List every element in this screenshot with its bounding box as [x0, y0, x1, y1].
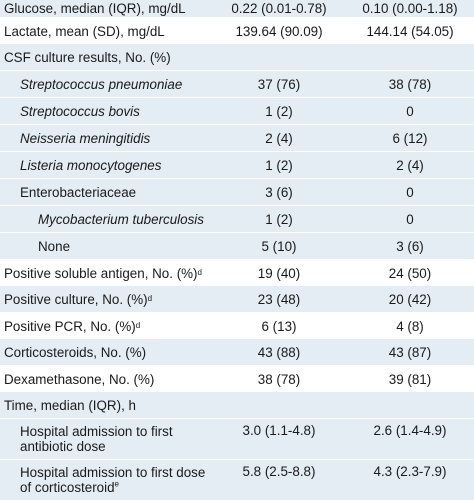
value-group-1: 5 (10) [261, 238, 297, 254]
value-group-1: 3 (6) [265, 184, 293, 200]
value-group-1: 0.22 (0.01-0.78) [231, 1, 327, 16]
row-label: Positive soluble antigen, No. (%) d [4, 265, 202, 281]
row-label: Positive PCR, No. (%) d [4, 318, 141, 334]
row-label: Lactate, mean (SD), mg/dL [4, 23, 165, 39]
footnote-marker: e [114, 479, 119, 489]
value-group-1: 3.0 (1.1-4.8) [242, 423, 316, 438]
table-row-m-tuberculosis [0, 206, 474, 233]
table-row-time [0, 392, 474, 419]
table-row-l-monocytogenes [0, 152, 474, 179]
row-label: Glucose, median (IQR), mg/dL [4, 1, 186, 16]
row-label: Enterobacteriaceae [20, 184, 137, 200]
table-row-csf-culture [0, 44, 474, 71]
row-label: Time, median (IQR), h [4, 397, 136, 413]
table-row-none [0, 233, 474, 260]
table-row-s-pneumoniae [0, 71, 474, 98]
value-group-1: 38 (78) [257, 371, 301, 387]
value-group-1: 6 (13) [261, 318, 297, 334]
value-group-2: 39 (81) [388, 371, 432, 387]
row-label: Corticosteroids, No. (%) [4, 344, 147, 360]
value-group-1: 139.64 (90.09) [235, 23, 323, 39]
value-group-2: 0 [406, 103, 414, 119]
table-row-enterobacteriaceae [0, 179, 474, 206]
value-group-2: 0 [406, 211, 414, 227]
value-group-1: 1 (2) [265, 211, 293, 227]
table-row-s-bovis [0, 98, 474, 125]
value-group-2: 4.3 (2.3-7.9) [373, 464, 447, 479]
value-group-2: 2.6 (1.4-4.9) [373, 423, 447, 438]
row-label: Mycobacterium tuberculosis [38, 211, 204, 227]
row-label: Streptococcus bovis [20, 103, 140, 119]
value-group-1: 43 (88) [257, 344, 301, 360]
value-group-1: 37 (76) [257, 76, 301, 92]
value-group-2: 4 (8) [396, 318, 424, 334]
row-label: Hospital admission to first dose of corticosteroid$^e$ [20, 465, 206, 495]
value-group-2: 6 (12) [392, 130, 428, 146]
value-group-1: 1 (2) [265, 157, 293, 173]
table-row-positive-culture [0, 286, 474, 313]
table-row-positive-pcr [0, 313, 474, 339]
value-group-2: 0.10 (0.00-1.18) [362, 1, 458, 16]
value-group-1: 1 (2) [265, 103, 293, 119]
value-group-1: 2 (4) [265, 130, 293, 146]
table-row-glucose [0, 0, 474, 18]
value-group-1: 5.8 (2.5-8.8) [242, 464, 316, 479]
value-group-1: 19 (40) [257, 265, 301, 281]
row-label: None [38, 238, 71, 254]
table-row-corticosteroids [0, 339, 474, 366]
value-group-2: 38 (78) [388, 76, 432, 92]
row-label: CSF culture results, No. (%) [4, 49, 171, 65]
value-group-2: 144.14 (54.05) [366, 23, 454, 39]
table-row-dexamethasone [0, 366, 474, 392]
value-group-2: 20 (42) [388, 291, 432, 307]
value-group-2: 24 (50) [388, 265, 432, 281]
row-label: Positive culture, No. (%) d [4, 291, 153, 307]
table-row-n-meningitidis [0, 125, 474, 152]
value-group-1: 23 (48) [257, 291, 301, 307]
row-label: Streptococcus pneumoniae [20, 76, 183, 92]
row-label: Listeria monocytogenes [20, 157, 162, 173]
value-group-2: 3 (6) [396, 238, 424, 254]
row-label: Hospital admission to first antibiotic dose [20, 424, 173, 454]
table-row-lactate [0, 18, 474, 44]
table-row-admission-to-antibiotic [0, 419, 474, 460]
row-label: Dexamethasone, No. (%) [4, 371, 155, 387]
value-group-2: 0 [406, 184, 414, 200]
row-label: Neisseria meningitidis [20, 130, 151, 146]
value-group-2: 2 (4) [396, 157, 424, 173]
table-row-soluble-antigen [0, 260, 474, 286]
table-row-admission-to-corticosteroid [0, 460, 474, 500]
value-group-2: 43 (87) [388, 344, 432, 360]
